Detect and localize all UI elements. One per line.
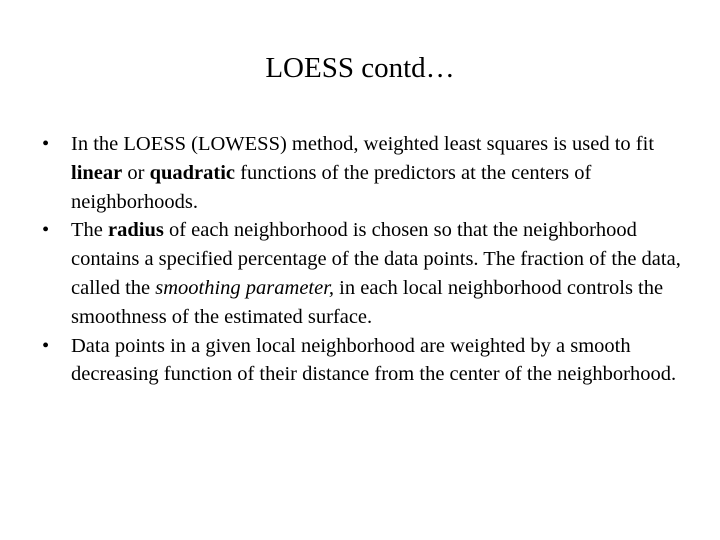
term-quadratic: quadratic <box>149 161 236 184</box>
bullet-icon: • <box>42 219 50 242</box>
term-radius: radius <box>108 219 164 242</box>
bullet-text: of each neighborhood is chosen so that the neighborhood contains a specified percentage of the data points. The fraction of the data, called the <box>71 219 681 299</box>
bullet-text: The <box>71 219 108 242</box>
bullet-text: Data points in a given local neighborhood are weighted by a smooth decreasing function of their distance from the center of the neighborhood. <box>71 334 677 386</box>
bullet-text: functions of the predictors at the centers of neighborhoods. <box>71 161 592 213</box>
bullet-text: In the LOESS (LOWESS) method, weighted least squares is used to fit <box>71 133 655 155</box>
bullet-text: or <box>122 161 150 184</box>
bullet-list <box>42 130 692 389</box>
bullet-icon: • <box>42 334 50 357</box>
bullet-item-weighting <box>42 332 692 390</box>
bullet-item-radius <box>42 216 692 331</box>
bullet-icon: • <box>42 133 50 155</box>
bullet-text: in each local neighborhood controls the smoothness of the estimated surface. <box>71 276 664 328</box>
slide-title: LOESS contd… <box>265 52 455 84</box>
term-smoothing-parameter: smoothing parameter, <box>155 276 335 299</box>
term-linear: linear <box>71 161 123 184</box>
bullet-item-loess-method <box>42 130 692 216</box>
